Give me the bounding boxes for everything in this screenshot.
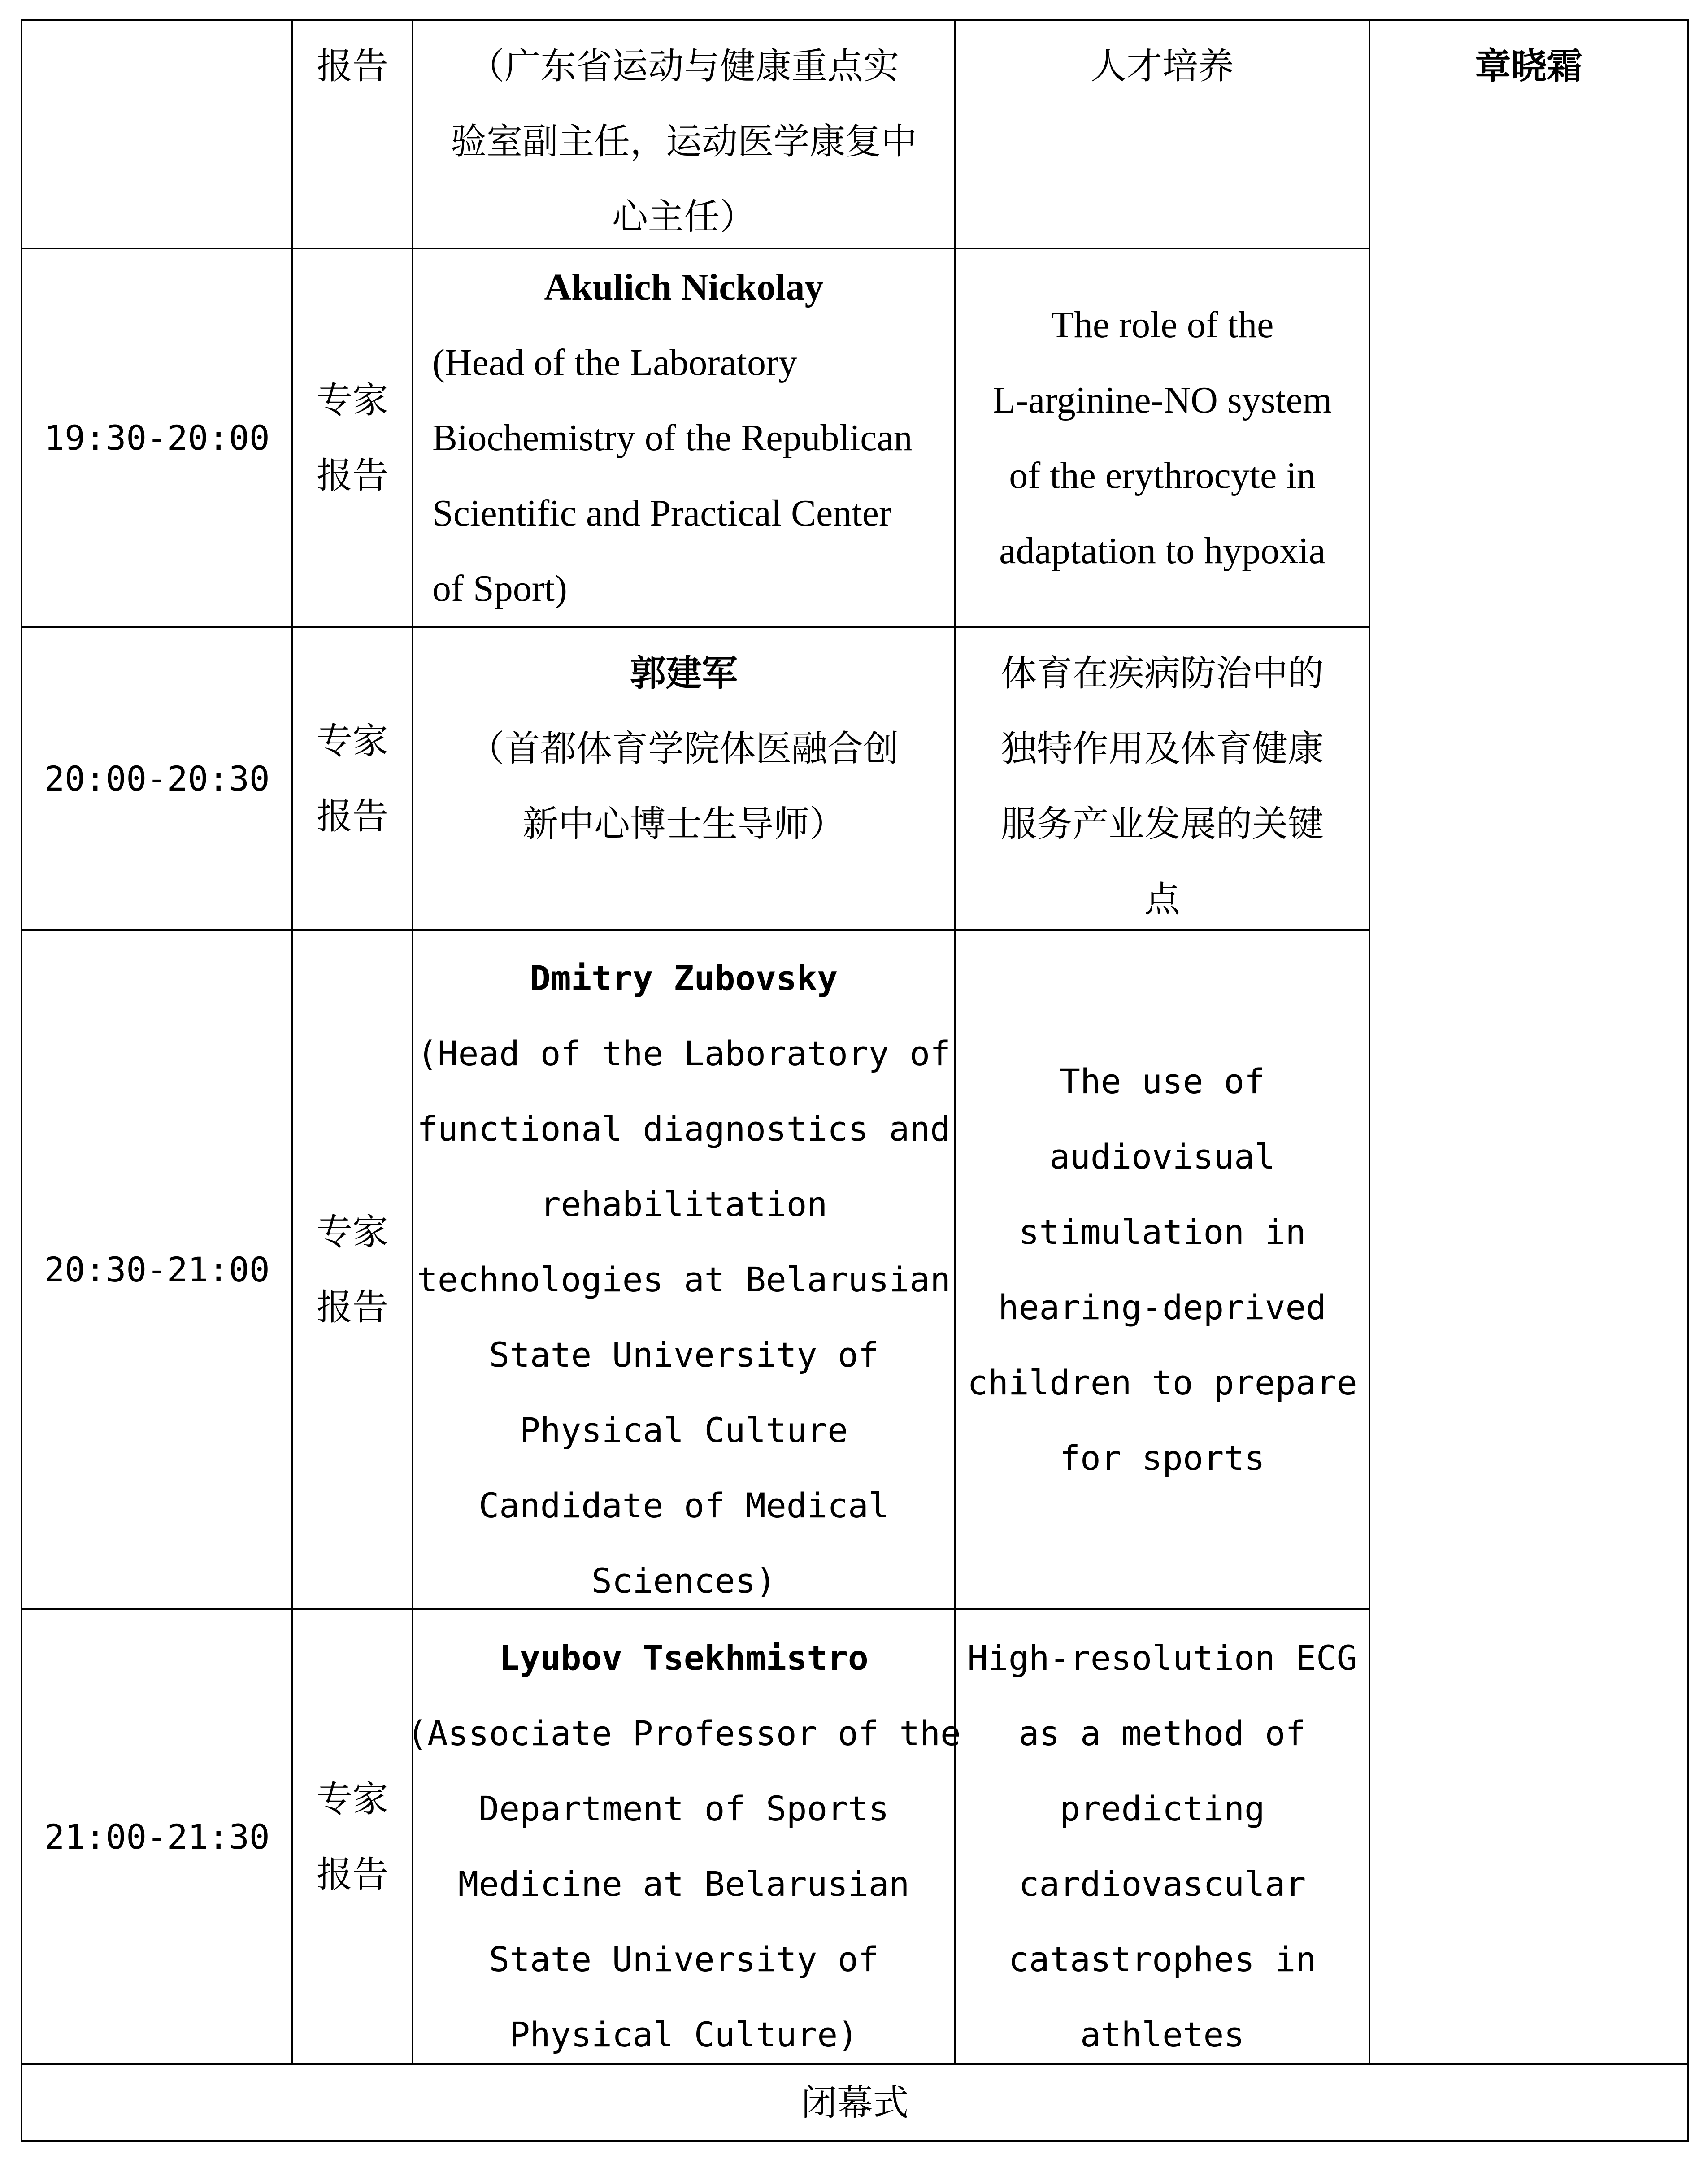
type-label: 报告: [317, 454, 388, 496]
speaker-title-line: (Head of the Laboratory: [432, 341, 797, 383]
speaker-title-line: functional diagnostics and: [417, 1109, 951, 1149]
type-label: 专家: [317, 1211, 388, 1253]
type-label: 报告: [317, 1286, 388, 1328]
type-label: 报告: [317, 45, 388, 87]
speaker-title-line: Physical Culture: [519, 1410, 848, 1450]
topic-line: The role of the: [1051, 304, 1274, 346]
speaker-title-line: Candidate of Medical: [478, 1486, 889, 1525]
topic-line: hearing-deprived: [998, 1287, 1327, 1327]
speaker-name: 郭建军: [630, 652, 738, 694]
topic-cell: [956, 636, 1369, 937]
table-border-right: [1687, 19, 1689, 2142]
topic-line: cardiovascular: [1018, 1864, 1306, 1904]
topic-cell: [956, 1620, 1369, 2072]
time-cell: [22, 249, 291, 626]
time-cell: [22, 1610, 291, 2063]
speaker-title-line: State University of: [489, 1939, 879, 1979]
time-slot: 19:30-20:00: [44, 417, 270, 458]
type-cell: [293, 931, 412, 1608]
table-column-divider: [1369, 19, 1370, 2065]
speaker-title-line: Scientific and Practical Center: [432, 492, 891, 534]
topic-line: 点: [1144, 878, 1180, 920]
time-slot: 20:30-21:00: [44, 1249, 270, 1290]
type-label: 报告: [317, 1853, 388, 1895]
type-label: 专家: [317, 1778, 388, 1820]
speaker-title-line: 新中心博士生导师）: [522, 803, 845, 845]
speaker-title-line: 验室副主任，运动医学康复中: [451, 121, 917, 162]
type-cell: [293, 29, 412, 104]
topic-line: 体育在疾病防治中的: [1001, 652, 1324, 694]
speaker-title-line: （广东省运动与健康重点实: [469, 45, 899, 87]
speaker-title-line: Sciences): [591, 1561, 776, 1601]
speaker-name: Akulich Nickolay: [544, 266, 824, 308]
speaker-cell: [413, 249, 954, 626]
topic-line: audiovisual: [1049, 1136, 1275, 1177]
topic-line: 独特作用及体育健康: [1001, 728, 1324, 769]
topic-cell: [956, 249, 1369, 626]
topic-line: 服务产业发展的关键: [1001, 803, 1324, 845]
host-cell: [1370, 29, 1687, 104]
time-cell: [22, 931, 291, 1608]
speaker-cell: [407, 1620, 961, 2072]
topic-line: for sports: [1060, 1438, 1265, 1478]
speaker-title-line: (Head of the Laboratory of: [417, 1034, 951, 1073]
type-cell: [293, 628, 412, 929]
speaker-title-line: Biochemistry of the Republican: [432, 417, 913, 459]
topic-line: High-resolution ECG: [967, 1638, 1357, 1678]
speaker-title-line: (Associate Professor of the: [407, 1713, 961, 1753]
speaker-cell: [413, 636, 954, 862]
topic-line: adaptation to hypoxia: [999, 530, 1326, 572]
time-cell: [22, 21, 291, 248]
speaker-cell: [413, 29, 954, 255]
time-slot: 20:00-20:30: [44, 758, 270, 799]
table-border-bottom: [21, 2140, 1689, 2142]
speaker-title-line: Department of Sports: [478, 1789, 889, 1829]
type-label: 专家: [317, 379, 388, 421]
topic-line: as a method of: [1018, 1713, 1306, 1753]
topic-line: children to prepare: [967, 1362, 1357, 1403]
speaker-title-line: technologies at Belarusian: [417, 1260, 951, 1299]
time-cell: [22, 628, 291, 929]
speaker-title-line: Physical Culture): [509, 2015, 858, 2055]
topic-line: L-arginine-NO system: [992, 379, 1332, 421]
topic-line: of the erythrocyte in: [1009, 454, 1316, 496]
speaker-title-line: Medicine at Belarusian: [458, 1864, 910, 1904]
topic-line: predicting: [1060, 1789, 1265, 1829]
topic-line: The use of: [1060, 1061, 1265, 1101]
topic-cell: [956, 931, 1369, 1608]
speaker-title-line: rehabilitation: [540, 1184, 828, 1224]
type-cell: [293, 249, 412, 626]
type-cell: [293, 1610, 412, 2063]
topic-line: 人才培养: [1091, 45, 1234, 87]
type-label: 专家: [317, 720, 388, 762]
speaker-title-line: State University of: [489, 1335, 879, 1375]
type-label: 报告: [317, 795, 388, 837]
topic-line: stimulation in: [1018, 1212, 1306, 1252]
speaker-title-line: 心主任）: [612, 196, 756, 238]
time-slot: 21:00-21:30: [44, 1816, 270, 1857]
speaker-title-line: （首都体育学院体医融合创: [469, 728, 899, 769]
topic-cell: [956, 29, 1369, 104]
closing-ceremony-label: 闭幕式: [801, 2081, 909, 2124]
host-name: 章晓霜: [1475, 45, 1583, 87]
topic-line: catastrophes in: [1008, 1939, 1317, 1979]
speaker-cell: [413, 941, 954, 1619]
speaker-title-line: of Sport): [432, 567, 567, 609]
speaker-name: Lyubov Tsekhmistro: [499, 1638, 869, 1678]
topic-line: athletes: [1080, 2015, 1245, 2055]
speaker-name: Dmitry Zubovsky: [530, 958, 838, 998]
closing-ceremony-row: [22, 2065, 1687, 2140]
